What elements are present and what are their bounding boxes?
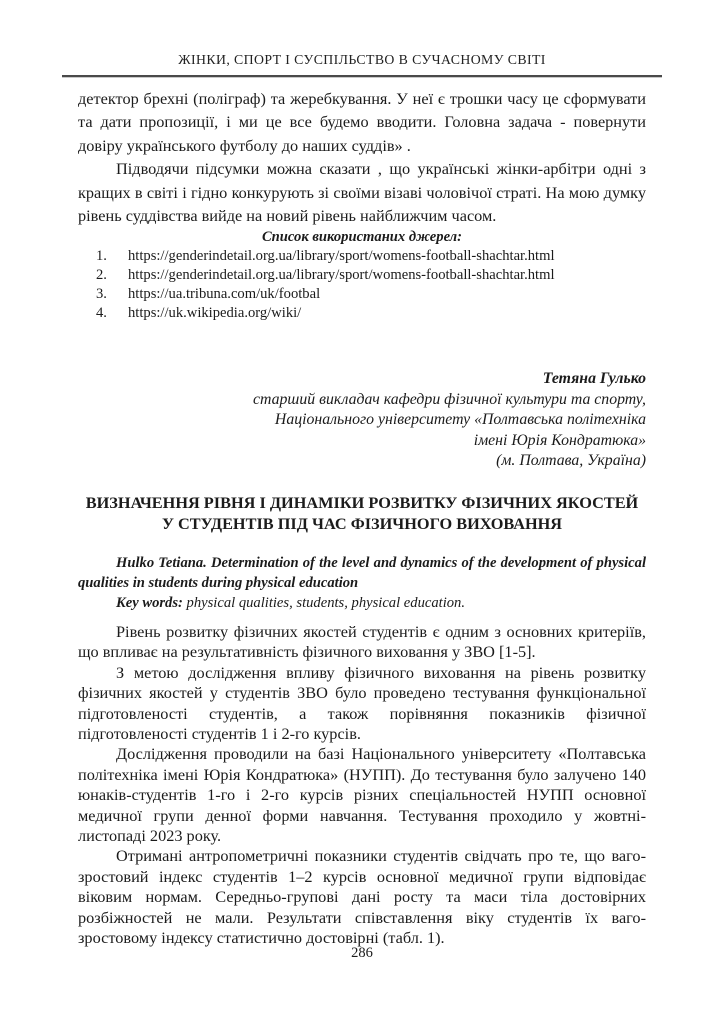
author-affiliation-line: Національного університету «Полтавська політехніка [274,411,646,429]
reference-number: 1. [96,248,107,265]
running-header-title: ЖІНКИ, СПОРТ І СУСПІЛЬСТВО В СУЧАСНОМУ СВІТІ [178,52,546,67]
reference-item [96,247,646,266]
article-paragraph: З метою дослідження впливу фізичного виховання на рівень розвитку фізичних якостей у студентів ЗВО було проведено тестування функціональної підготовленості студентів, а також порівняння показників фізичної підготовленості студентів 1 і 2-го курсів. [78,662,646,743]
previous-article-end [78,87,646,323]
reference-url: https://genderindetail.org.ua/library/sport/womens-football-shachtar.html [128,248,555,265]
article-paragraph: Отримані антропометричні показники студентів свідчать про те, що ваго-зростовий індекс студентів 1–2 курсів основної медичної групи відповідає віковим нормам. Середньо-групові дані росту та маси тіла достовірних розбіжностей не мали. Результати співставлення віку студентів їх ваго-зростовому індексу статистично достовірні (табл. 1). [78,846,646,948]
references-heading: Список використаних джерел: [261,229,463,246]
article-body [78,622,646,949]
reference-number: 4. [96,305,107,322]
paragraph-conclusion: Підводячи підсумки можна сказати , що українські жінки-арбітри одні з кращих в світі і гідно конкурують зі своїми візаві чоловічої страті. На мою думку рівень суддівства вийде на новий рівень найближчим часом. [78,159,646,226]
page-number: 286 [351,945,373,961]
author-affiliation-line: імені Юрія Кондратюка» [473,431,646,449]
article-paragraph: Дослідження проводили на базі Національного університету «Полтавська політехніка імені Юрія Кондратюка» (НУПП). До тестування було залучено 140 юнаків-студентів 1-го і 2-го курсів різних спеціальностей НУПП основної медичної групи денної форми навчання. Тестування проходило у жовтні-листопаді 2023 року. [78,744,646,845]
author-name: Тетяна Гулько [542,370,646,388]
author-affiliation-line: (м. Полтава, Україна) [496,452,646,470]
author-block [78,369,646,472]
paragraph-continuation: детектор брехні (поліграф) та жеребкування. У неї є трошки часу це сформувати та дати пропозиції, і ми це все будемо вводити. Головна задача - повернути довіру українського футболу до наших суддів» . [78,89,646,155]
reference-url: https://genderindetail.org.ua/library/sport/womens-football-shachtar.html [128,267,555,284]
running-header [78,52,646,77]
keywords-label: Key words: [116,594,183,611]
reference-url: https://ua.tribuna.com/uk/footbal [128,286,321,303]
keywords-line [78,593,646,613]
reference-item [96,266,646,285]
author-affiliation-line: старший викладач кафедри фізичної культури та спорту, [253,390,646,408]
header-rule [62,75,662,77]
article-paragraph: Рівень розвитку фізичних якостей студентів є одним з основних критеріїв, що впливає на результативність фізичного виховання у ЗВО [1-5]. [78,621,646,662]
reference-item [96,285,646,304]
keywords-text: physical qualities, students, physical education. [182,594,465,611]
reference-item [96,304,646,323]
references-list [78,247,646,323]
abstract-en: Hulko Tetiana. Determination of the level and dynamics of the development of physical qualities in students during physical education [78,554,646,591]
reference-url: https://uk.wikipedia.org/wiki/ [128,305,302,322]
article-title: ВИЗНАЧЕННЯ РІВНЯ І ДИНАМІКИ РОЗВИТКУ ФІЗИЧНИХ ЯКОСТЕЙ У СТУДЕНТІВ ПІД ЧАС ФІЗИЧНОГО ВИХОВАННЯ [85,492,639,534]
reference-number: 3. [96,286,107,303]
reference-number: 2. [96,267,107,284]
